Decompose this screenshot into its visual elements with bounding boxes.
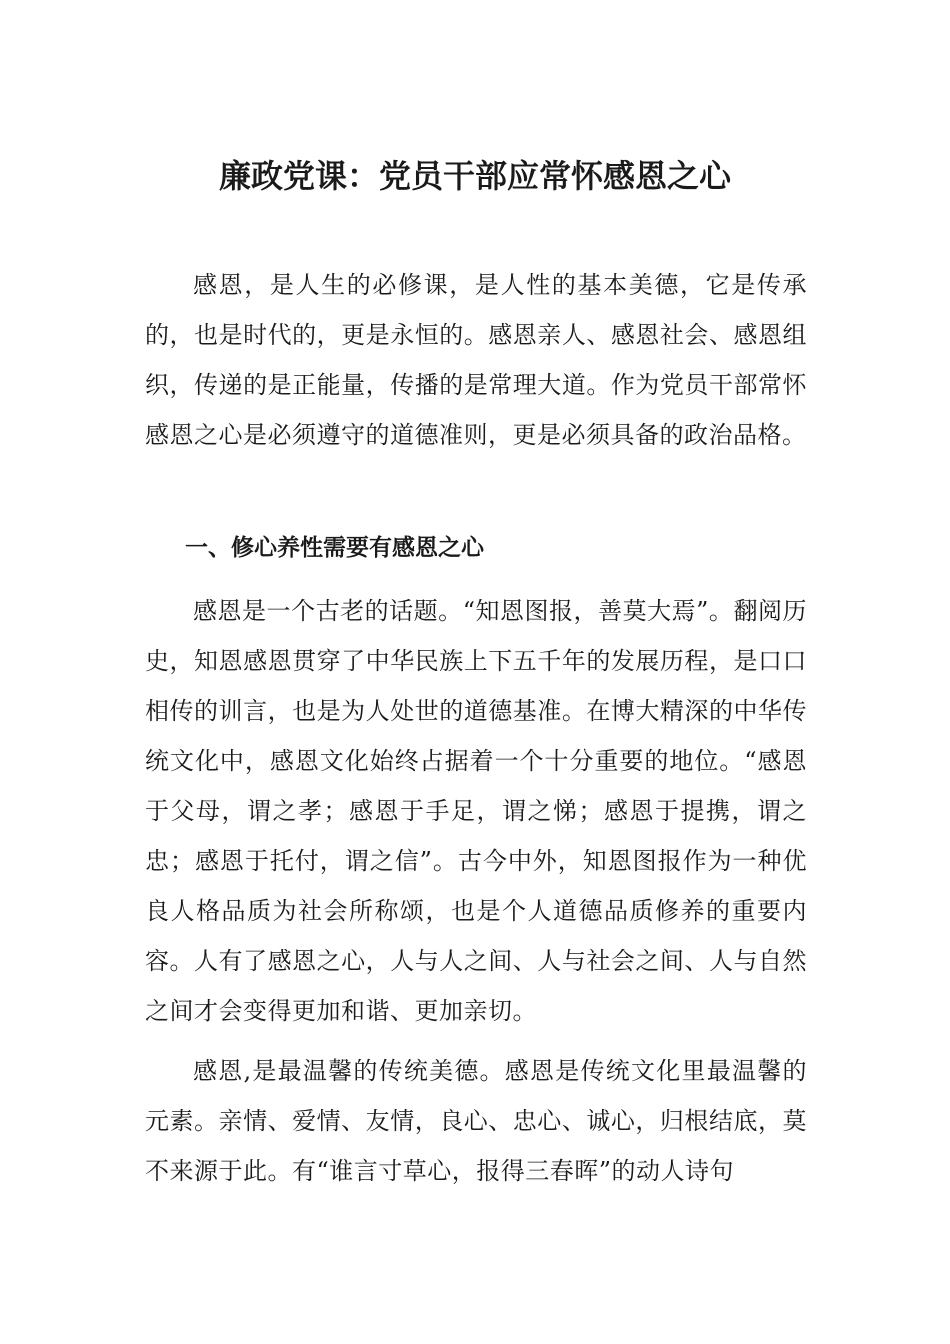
intro-paragraph: 感恩，是人生的必修课，是人性的基本美德，它是传承的，也是时代的，更是永恒的。感恩亲人、感恩社会、感恩组织，传递的是正能量，传播的是常理大道。作为党员干部常怀感恩之心是必须遵守的道德准则，更是必须具备的政治品格。 bbox=[145, 271, 807, 449]
document-title: 廉政党课：党员干部应常怀感恩之心 bbox=[218, 157, 731, 195]
section-heading: 一、修心养性需要有感恩之心 bbox=[185, 535, 484, 561]
body-paragraph: 感恩,是最温馨的传统美德。感恩是传统文化里最温馨的元素。亲情、爱情、友情，良心、忠心、诚心，归根结底，莫不来源于此。有“谁言寸草心，报得三春晖”的动人诗句 bbox=[145, 1057, 807, 1185]
body-paragraph: 感恩是一个古老的话题。“知恩图报，善莫大焉”。翻阅历史，知恩感恩贯穿了中华民族上下五千年的发展历程，是口口相传的训言，也是为人处世的道德基准。在博大精深的中华传统文化中，感恩文化始终占据着一个十分重要的地位。“感恩于父母，谓之孝；感恩于手足，谓之悌；感恩于提携，谓之忠；感恩于托付，谓之信”。古今中外，知恩图报作为一种优良人格品质为社会所称颂，也是个人道德品质修养的重要内容。人有了感恩之心，人与人之间、人与社会之间、人与自然之间才会变得更加和谐、更加亲切。 bbox=[145, 597, 807, 1025]
